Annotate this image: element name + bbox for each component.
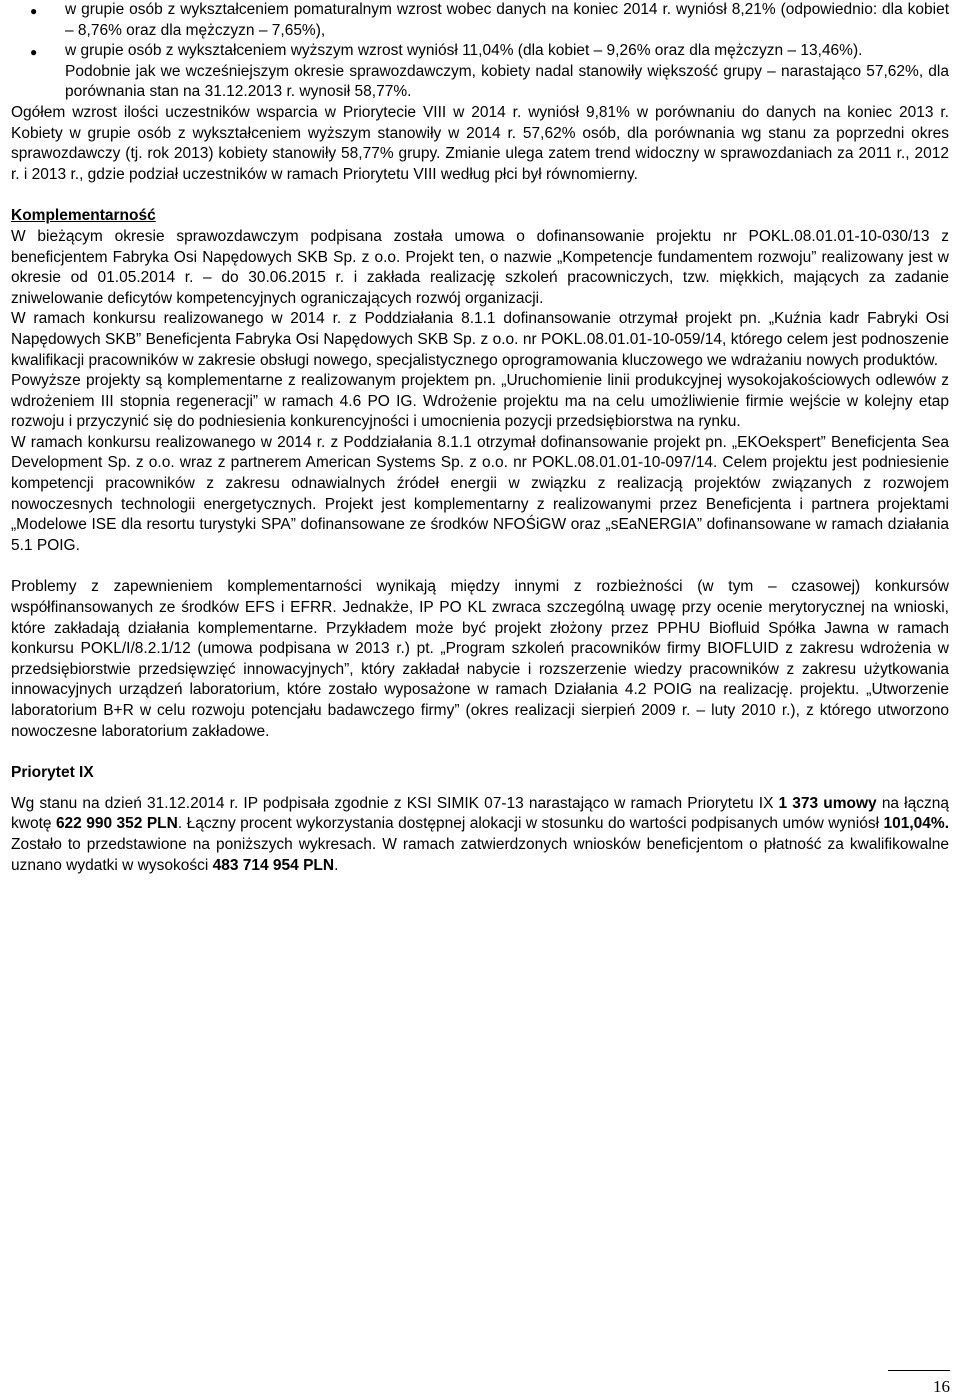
section-heading-priority: Priorytet IX [11,764,94,782]
complementarity-paragraph: Powyższe projekty są komplementarne z realizowanym projektem pn. „Uruchomienie linii produkcyjnej wysokojakościowych odlewów z wdrożeniem III stopnia regeneracji” w ramach 4.6 PO IG. Wdrożenie projektu ma na celu umożliwienie firmie wejście w kolejny etap rozwoju i przyczynić się do podniesienia konkurencyjności i umocnienia pozycji przedsiębiorstwa na rynku. [11,372,949,431]
bullet-text: w grupie osób z wykształceniem wyższym wzrost wyniósł 11,04% (dla kobiet – 9,26% oraz dla mężczyzn – 13,46%). [65,42,863,60]
spacer [11,742,949,763]
indented-paragraph: Podobnie jak we wcześniejszym okresie sprawozdawczym, kobiety nadal stanowiły większość grupy – narastająco 57,62%, dla porównania stan na 31.12.2013 r. wynosił 58,77%. [65,62,949,101]
section-heading-complementarity: Komplementarność [11,207,156,225]
list-item [11,41,949,62]
page-number: 16 [933,1377,950,1396]
bullet-icon: ● [30,45,38,60]
complementarity-paragraph: W ramach konkursu realizowanego w 2014 r. z Poddziałania 8.1.1 dofinansowanie otrzymał projekt pn. „Kuźnia kadr Fabryki Osi Napędowych SKB” Beneficjenta Fabryka Osi Napędowych SKB Sp. z o.o. nr POKL.08.01.01-10-059/14, którego celem jest podnoszenie kwalifikacji pracowników w zakresie obsługi nowego, specjalistycznego oprogramowania kluczowego we wdrażaniu nowych produktów. [11,310,949,369]
bullet-list [11,0,949,62]
document-page [11,0,949,876]
bullet-icon: ● [30,4,38,18]
problems-paragraph: Problemy z zapewnieniem komplementarności wynikają między innymi z rozbieżności (w tym – czasowej) konkursów współfinansowanych ze środków EFS i EFRR. Jednakże, IP PO KL zwraca szczególną uwagę przy ocenie merytorycznej na wnioski, które zakładają działania komplementarne. Przykładem może być projekt złożony przez PPHU Biofluid Spółka Jawna w ramach konkursu POKL/I/8.2.1/12 (umowa podpisana w 2013 r.) pt. „Program szkoleń pracowników firmy BIOFLUID z zakresu wdrożenia w przedsiębiorstwie przedsięwzięć innowacyjnych”, który zakładał nabycie i rozszerzenie wiedzy pracowników z zakresu użytkowania innowacyjnych urządzeń laboratorium, które zostało wyposażone w ramach Działania 4.2 POIG na realizację. projektu. „Utworzenie laboratorium B+R w celu rozwoju potencjału badawczego firmy” (okres realizacji sierpień 2009 r. – luty 2010 r.), z którego utworzono nowoczesne laboratorium zakładowe. [11,578,949,740]
spacer [11,784,949,794]
priority-paragraph: Wg stanu na dzień 31.12.2014 r. IP podpisała zgodnie z KSI SIMIK 07-13 narastająco w ramach Priorytetu IX 1 373 umowy na łączną kwotę 622 990 352 PLN. Łączny procent wykorzystania dostępnej alokacji w stosunku do wartości podpisanych umów wyniósł 101,04%. Zostało to przedstawione na poniższych wykresach. W ramach zatwierdzonych wniosków beneficjentom o płatność za kwalifikowalne uznano wydatki w wysokości 483 714 954 PLN. [11,794,949,874]
page-number-rule [888,1370,950,1371]
paragraph-total: Ogółem wzrost ilości uczestników wsparcia w Priorytecie VIII w 2014 r. wyniósł 9,81% w porównaniu do danych na koniec 2013 r. Kobiety w grupie osób z wykształceniem wyższym stanowiły w 2014 r. 57,62% osób, dla porównania wg stanu za poprzedni okres sprawozdawczy (tj. rok 2013) kobiety stanowiły 58,77% grupy. Zmianie ulega zatem trend widoczny w sprawozdaniach za 2011 r., 2012 r. i 2013 r., gdzie podział uczestników w ramach Priorytetu VIII według płci był równomierny. [11,103,949,183]
list-item [11,0,949,41]
bullet-text: w grupie osób z wykształceniem pomaturalnym wzrost wobec danych na koniec 2014 r. wyniósł 8,21% (odpowiednio: dla kobiet – 8,76% oraz dla mężczyzn – 7,65%), [65,1,949,39]
spacer [11,185,949,206]
spacer [11,556,949,577]
complementarity-paragraph: W bieżącym okresie sprawozdawczym podpisana została umowa o dofinansowanie projektu nr POKL.08.01.01-10-030/13 z beneficjentem Fabryka Osi Napędowych SKB Sp. z o.o. Projekt ten, o nazwie „Kompetencje fundamentem rozwoju” realizowany jest w okresie od 01.05.2014 r. – do 30.06.2015 r. i zakłada realizację szkoleń pracowniczych, tzw. miękkich, mających za zadanie zniwelowanie deficytów kompetencyjnych ograniczających rozwój organizacji. [11,227,949,307]
complementarity-paragraph: W ramach konkursu realizowanego w 2014 r. z Poddziałania 8.1.1 otrzymał dofinansowanie projekt pn. „EKOekspert” Beneficjenta Sea Development Sp. z o.o. wraz z partnerem American Systems Sp. z o.o. nr POKL.08.01.01-10-097/14. Celem projektu jest podniesienie kompetencji pracowników z zakresu odnawialnych źródeł energii w związku z realizacją projektów związanych z rozwojem nowoczesnych technologii energetycznych. Projekt jest komplementarny z realizowanymi przez Beneficjenta i partnera projektami „Modelowe ISE dla resortu turystyki SPA” dofinansowane ze środków NFOŚiGW oraz „sEaNERGIA” dofinansowane w ramach działania 5.1 POIG. [11,433,949,554]
